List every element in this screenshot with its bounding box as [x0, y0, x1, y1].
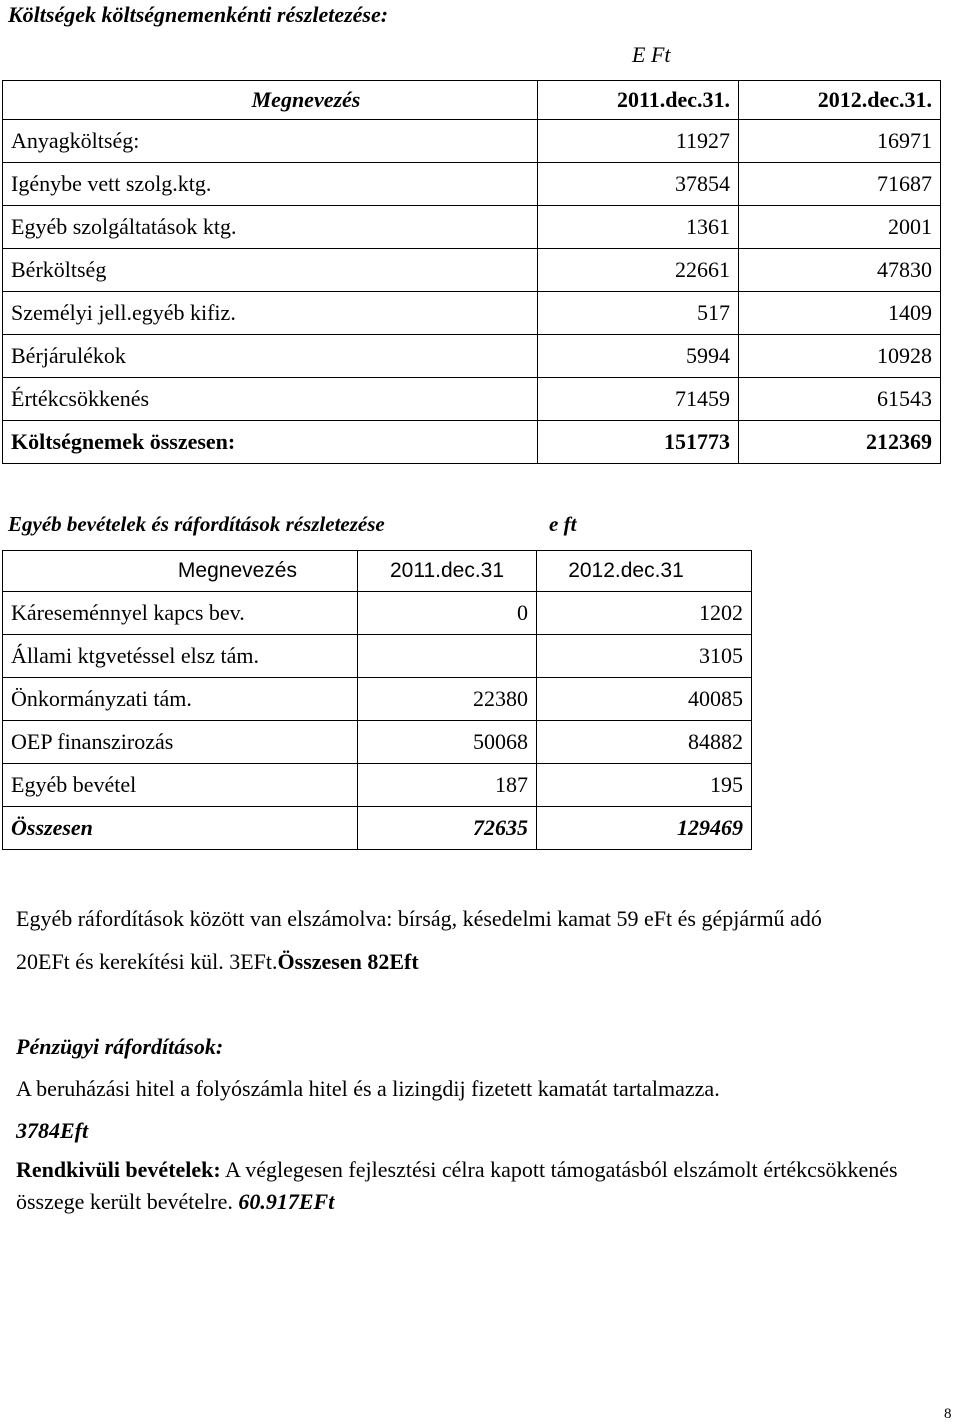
row-value-2012: 16971	[739, 120, 941, 163]
page-number: 8	[944, 1406, 952, 1422]
table-total-row	[3, 421, 941, 464]
row-value-2011: 187	[358, 764, 537, 807]
row-name: Egyéb szolgáltatások ktg.	[3, 206, 538, 249]
table-row	[3, 292, 941, 335]
extraordinary-income-text: A véglegesen fejlesztési célra kapott támogatásból elszámolt értékcsökkenés összege került bevételre.	[16, 1157, 898, 1214]
row-value-2012: 3105	[537, 635, 752, 678]
row-value-2011: 22380	[358, 678, 537, 721]
row-value-2011: 11927	[538, 120, 739, 163]
row-name: Igénybe vett szolg.ktg.	[3, 163, 538, 206]
note-total-text: Összesen 82Eft	[277, 949, 419, 974]
row-value-2012: 47830	[739, 249, 941, 292]
row-value-2011: 22661	[538, 249, 739, 292]
row-value-2012: 2001	[739, 206, 941, 249]
note-plain-text: 20EFt és kerekítési kül. 3EFt.	[16, 949, 278, 974]
column-header-name: Megnevezés	[3, 81, 538, 120]
table-row	[3, 678, 752, 721]
table-row	[3, 249, 941, 292]
row-value-2012: 61543	[739, 378, 941, 421]
row-name: Káreseménnyel kapcs bev.	[3, 592, 358, 635]
other-expenses-note-line2	[16, 940, 419, 984]
table-row	[3, 378, 941, 421]
total-value-2011: 151773	[538, 421, 739, 464]
financial-expenses-title: Pénzügyi ráfordítások:	[16, 1034, 224, 1059]
row-value-2011: 517	[538, 292, 739, 335]
income-table	[2, 550, 752, 850]
total-name: Összesen	[3, 807, 358, 850]
total-value-2012: 212369	[739, 421, 941, 464]
row-name: Önkormányzati tám.	[3, 678, 358, 721]
row-name: Értékcsökkenés	[3, 378, 538, 421]
table-header-row	[3, 81, 941, 120]
costs-table	[2, 80, 941, 464]
row-name: Egyéb bevétel	[3, 764, 358, 807]
financial-expenses-amount: 3784Eft	[16, 1118, 89, 1143]
row-name: Személyi jell.egyéb kifiz.	[3, 292, 538, 335]
total-value-2011: 72635	[358, 807, 537, 850]
table-row	[3, 206, 941, 249]
extraordinary-income-amount: 60.917EFt	[238, 1189, 335, 1214]
row-value-2012: 10928	[739, 335, 941, 378]
column-header-2011: 2011.dec.31.	[538, 81, 739, 120]
row-name: OEP finanszirozás	[3, 721, 358, 764]
row-value-2011: 5994	[538, 335, 739, 378]
table-row	[3, 120, 941, 163]
table-row	[3, 592, 752, 635]
table-row	[3, 335, 941, 378]
row-value-2012: 195	[537, 764, 752, 807]
column-header-2012: 2012.dec.31.	[739, 81, 941, 120]
column-header-2011: 2011.dec.31	[358, 551, 537, 592]
table-row	[3, 721, 752, 764]
row-value-2011: 1361	[538, 206, 739, 249]
table-total-row	[3, 807, 752, 850]
income-unit-label: e ft	[549, 512, 577, 536]
income-section-title: Egyéb bevételek és ráfordítások részletezése	[8, 512, 385, 536]
other-expenses-note-line1: Egyéb ráfordítások között van elszámolva: bírság, késedelmi kamat 59 eFt és gépjármű adó	[16, 906, 822, 931]
total-value-2012: 129469	[537, 807, 752, 850]
row-value-2012: 71687	[739, 163, 941, 206]
row-value-2012: 40085	[537, 678, 752, 721]
row-name: Állami ktgvetéssel elsz tám.	[3, 635, 358, 678]
column-header-name: Megnevezés	[3, 551, 358, 592]
row-value-2011: 37854	[538, 163, 739, 206]
financial-expenses-text: A beruházási hitel a folyószámla hitel és a lizingdij fizetett kamatát tartalmazza.	[16, 1076, 720, 1101]
row-value-2011	[358, 635, 537, 678]
row-value-2011: 50068	[358, 721, 537, 764]
total-name: Költségnemek összesen:	[3, 421, 538, 464]
column-header-2012: 2012.dec.31	[537, 551, 752, 592]
extraordinary-income-label: Rendkivüli bevételek:	[16, 1157, 221, 1182]
row-value-2011: 0	[358, 592, 537, 635]
table-row	[3, 764, 752, 807]
row-name: Bérköltség	[3, 249, 538, 292]
row-value-2012: 1202	[537, 592, 752, 635]
costs-section-title: Költségek költségnemenkénti részletezése:	[8, 2, 389, 27]
row-name: Bérjárulékok	[3, 335, 538, 378]
extraordinary-income-paragraph	[16, 1154, 916, 1218]
costs-unit-label: E Ft	[632, 42, 671, 67]
table-header-row	[3, 551, 752, 592]
row-value-2012: 84882	[537, 721, 752, 764]
row-value-2012: 1409	[739, 292, 941, 335]
row-name: Anyagköltség:	[3, 120, 538, 163]
table-row	[3, 163, 941, 206]
table-row	[3, 635, 752, 678]
row-value-2011: 71459	[538, 378, 739, 421]
